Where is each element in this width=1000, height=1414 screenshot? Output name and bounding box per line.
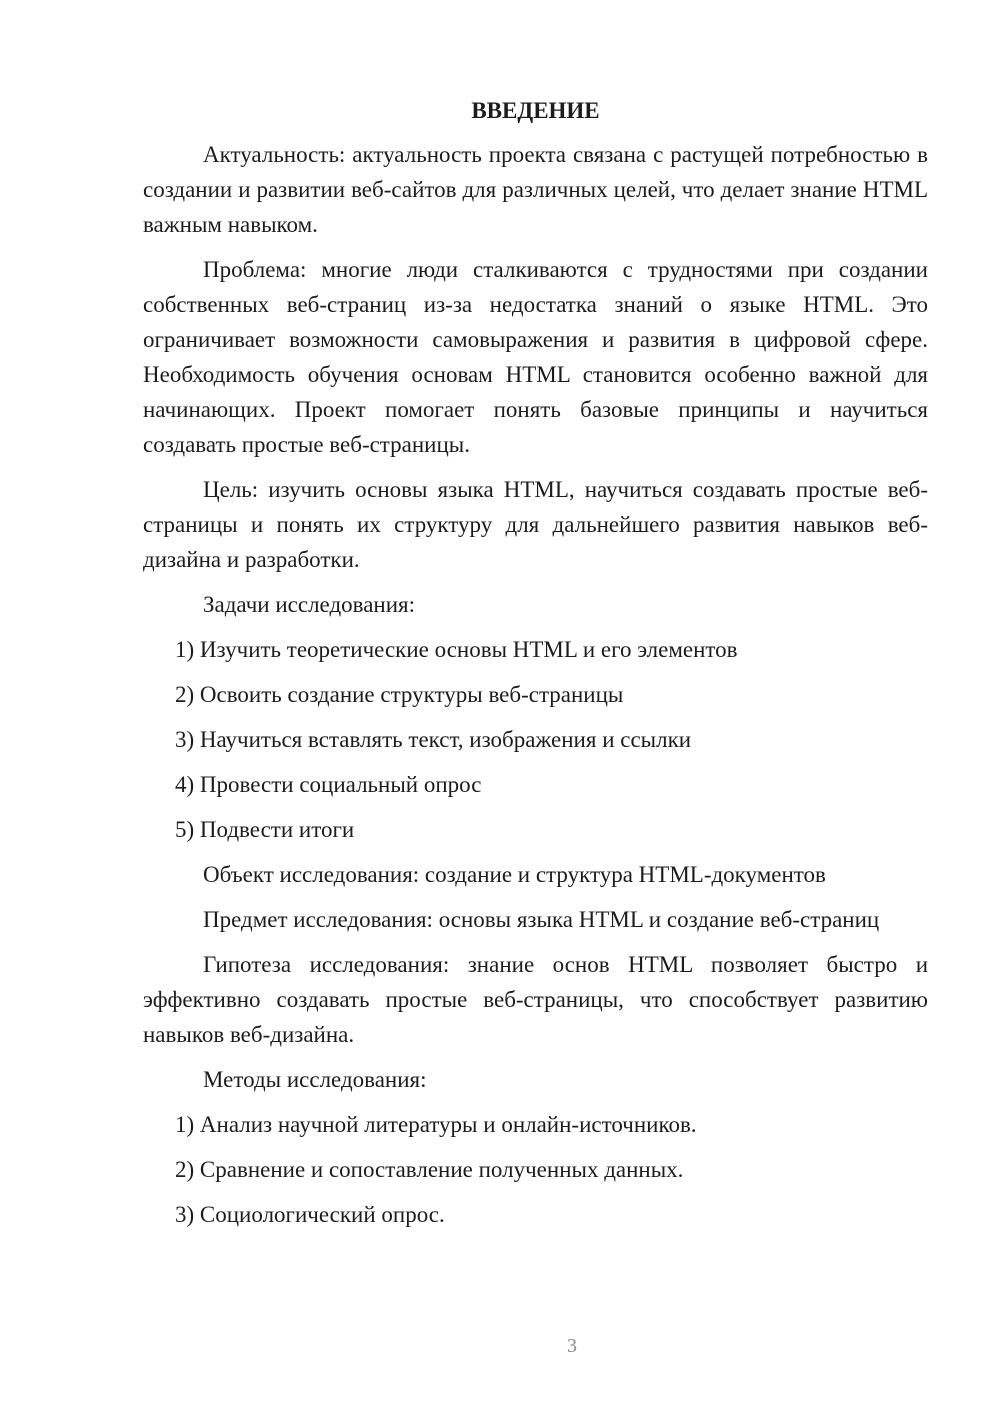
task-item: 5) Подвести итоги [175, 817, 355, 842]
task-item: 1) Изучить теоретические основы HTML и его элементов [175, 637, 738, 662]
tasks-list [143, 632, 928, 847]
relevance-paragraph: Актуальность: актуальность проекта связана с растущей потребностью в создании и развитии веб-сайтов для различных целей, что делает знание HTML важным навыком. [143, 142, 928, 237]
method-item: 1) Анализ научной литературы и онлайн-источников. [175, 1112, 697, 1137]
page-number: 3 [567, 1335, 577, 1357]
goal-paragraph: Цель: изучить основы языка HTML, научиться создавать простые веб-страницы и понять их структуру для дальнейшего развития навыков веб-дизайна и разработки. [143, 477, 928, 572]
page-content [143, 96, 928, 1242]
method-item: 3) Социологический опрос. [175, 1202, 445, 1227]
section-heading: ВВЕДЕНИЕ [471, 98, 600, 123]
task-item: 3) Научиться вставлять текст, изображения и ссылки [175, 727, 692, 752]
hypothesis-paragraph: Гипотеза исследования: знание основ HTML позволяет быстро и эффективно создавать простые веб-страницы, что способствует развитию навыков веб-дизайна. [143, 952, 928, 1047]
method-item: 2) Сравнение и сопоставление полученных данных. [175, 1157, 684, 1182]
methods-list [143, 1107, 928, 1232]
object-paragraph: Объект исследования: создание и структура HTML-документов [203, 862, 826, 887]
task-item: 2) Освоить создание структуры веб-страницы [175, 682, 624, 707]
tasks-title: Задачи исследования: [203, 592, 416, 617]
task-item: 4) Провести социальный опрос [175, 772, 482, 797]
subject-paragraph: Предмет исследования: основы языка HTML и создание веб-страниц [203, 907, 880, 932]
methods-title: Методы исследования: [203, 1067, 427, 1092]
problem-paragraph: Проблема: многие люди сталкиваются с трудностями при создании собственных веб-страниц из-за недостатка знаний о языке HTML. Это ограничивает возможности самовыражения и развития в цифровой сфере. Необходимость обучения основам HTML становится особенно важной для начинающих. Проект помогает понять базовые принципы и научиться создавать простые веб-страницы. [143, 257, 928, 457]
